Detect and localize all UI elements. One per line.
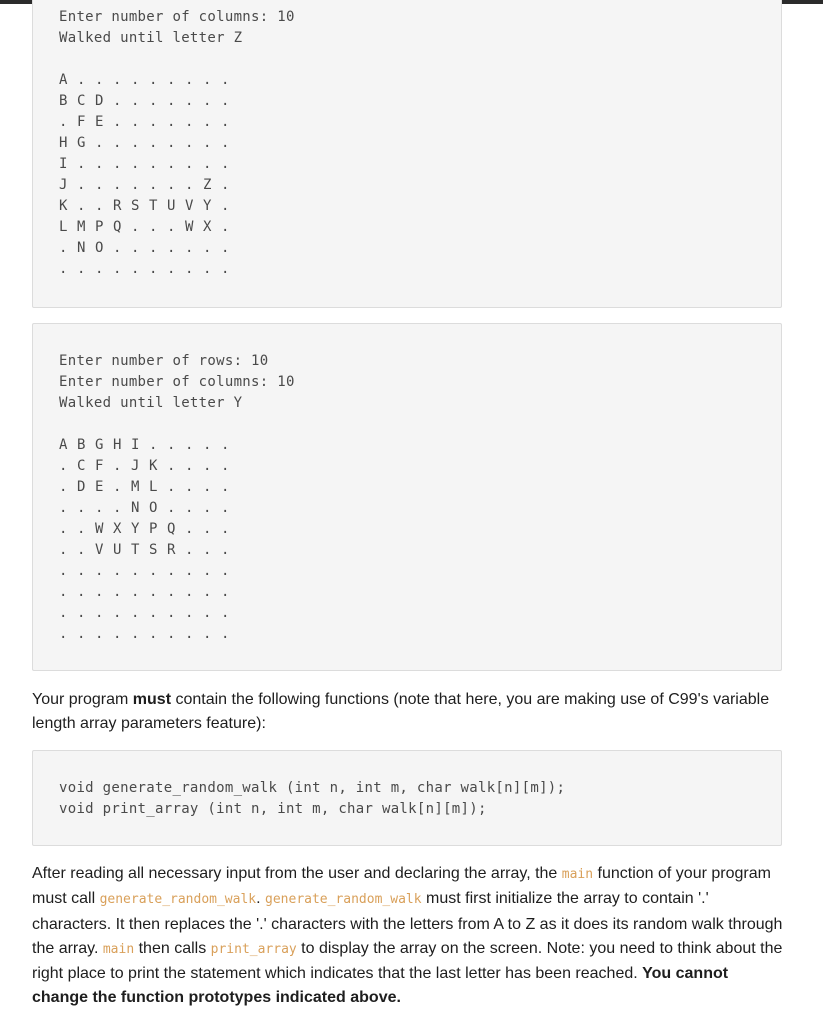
grid-row [59, 477, 239, 498]
grid-cell: . [167, 563, 176, 579]
grid-cell: . [185, 93, 194, 109]
grid-cell: . [95, 584, 104, 600]
grid-cell: . [185, 521, 194, 537]
grid-cell: . [221, 584, 230, 600]
grid-cell: . [185, 156, 194, 172]
grid-cell: K [59, 198, 68, 214]
grid-cell: R [113, 198, 122, 214]
grid-row [59, 259, 239, 280]
grid-cell: . [149, 177, 158, 193]
grid-cell: . [95, 261, 104, 277]
grid-cell: . [95, 177, 104, 193]
grid-cell: C [77, 93, 86, 109]
grid-cell: . [149, 219, 158, 235]
grid-cell: N [131, 500, 140, 516]
grid-cell: . [77, 198, 86, 214]
grid-cell: V [185, 198, 194, 214]
grid-row [59, 624, 239, 645]
grid-cell: . [131, 177, 140, 193]
grid-cell: S [131, 198, 140, 214]
inline-code-print-array: print_array [210, 941, 297, 957]
grid-cell: . [59, 261, 68, 277]
grid-cell: . [149, 563, 158, 579]
grid-cell: . [203, 584, 212, 600]
grid-cell: L [149, 479, 158, 495]
grid-cell: X [113, 521, 122, 537]
intro-text: Your program [32, 691, 133, 708]
grid-cell: M [131, 479, 140, 495]
grid-cell: . [59, 542, 68, 558]
grid-cell: . [77, 521, 86, 537]
grid-cell: . [113, 93, 122, 109]
grid-cell: . [131, 240, 140, 256]
grid-cell: B [59, 93, 68, 109]
grid-cell: A [59, 437, 68, 453]
grid-cell: . [131, 563, 140, 579]
grid-cell: . [221, 458, 230, 474]
grid-cell: . [59, 563, 68, 579]
grid-cell: . [149, 240, 158, 256]
inline-code-generate-random-walk: generate_random_walk [99, 892, 257, 908]
grid-cell: . [203, 437, 212, 453]
grid-row [59, 238, 239, 259]
grid-cell: P [149, 521, 158, 537]
grid-cell: . [113, 563, 122, 579]
grid-cell: . [95, 72, 104, 88]
grid-cell: . [131, 93, 140, 109]
grid-cell: . [131, 605, 140, 621]
grid-cell: . [221, 437, 230, 453]
inline-code-main: main [561, 867, 594, 882]
desc-bold-warning: You cannot change the function prototypes indicated above. [32, 965, 729, 1007]
grid-cell: W [185, 219, 194, 235]
grid-cell: . [131, 584, 140, 600]
grid-cell: I [59, 156, 68, 172]
grid-cell: . [59, 605, 68, 621]
grid-cell: . [221, 240, 230, 256]
grid-cell: Q [113, 219, 122, 235]
grid-cell: . [167, 93, 176, 109]
grid-cell: . [221, 219, 230, 235]
grid-cell: . [221, 135, 230, 151]
grid-cell: . [113, 500, 122, 516]
grid-cell: T [149, 198, 158, 214]
grid-cell: . [203, 135, 212, 151]
grid-cell: . [185, 479, 194, 495]
grid-cell: . [203, 521, 212, 537]
grid-cell: . [95, 156, 104, 172]
grid-cell: . [167, 626, 176, 642]
grid-cell: . [149, 156, 158, 172]
desc-text: then calls [134, 939, 211, 957]
grid-cell: . [185, 135, 194, 151]
desc-text: . [256, 890, 266, 908]
grid-cell: . [149, 114, 158, 130]
output-example-2 [32, 323, 782, 671]
grid-cell: O [95, 240, 104, 256]
grid-cell: . [203, 114, 212, 130]
grid-cell: . [203, 479, 212, 495]
grid-cell: . [167, 135, 176, 151]
grid-cell: . [77, 584, 86, 600]
output-header-line: Enter number of columns: 10 [59, 9, 295, 25]
grid-cell: . [185, 584, 194, 600]
grid-cell: . [203, 605, 212, 621]
grid-cell: . [113, 240, 122, 256]
grid-cell: . [95, 198, 104, 214]
grid-cell: . [113, 114, 122, 130]
grid-cell: . [131, 114, 140, 130]
grid-cell: . [149, 261, 158, 277]
grid-cell: M [77, 219, 86, 235]
grid-cell: R [167, 542, 176, 558]
grid-cell: . [77, 563, 86, 579]
intro-text: contain the following functions (note that here, you are making use of C99's variable length array parameters feature): [32, 691, 770, 733]
grid-cell: . [59, 584, 68, 600]
grid-row [59, 456, 239, 477]
grid-row [59, 154, 239, 175]
grid-cell: . [59, 240, 68, 256]
grid-cell: . [185, 261, 194, 277]
output-example-1 [32, 0, 782, 308]
grid-cell: . [185, 177, 194, 193]
grid-cell: . [221, 542, 230, 558]
desc-text: must first initialize the array to contain '.' characters. It then replaces the '.' characters with the letters from A to Z as it does its random walk through the array. [32, 890, 783, 957]
grid-cell: . [113, 479, 122, 495]
grid-cell: T [131, 542, 140, 558]
grid-cell: . [149, 605, 158, 621]
desc-text: function of your program must call [32, 865, 771, 908]
grid-cell: . [167, 261, 176, 277]
grid-cell: . [221, 93, 230, 109]
grid-cell: . [131, 219, 140, 235]
grid-cell: . [131, 156, 140, 172]
grid-cell: . [113, 261, 122, 277]
grid-cell: . [167, 72, 176, 88]
grid-cell: . [221, 500, 230, 516]
grid-row [59, 175, 239, 196]
grid-cell: B [77, 437, 86, 453]
grid-cell: A [59, 72, 68, 88]
grid-cell: . [95, 605, 104, 621]
grid-cell: . [131, 135, 140, 151]
grid-cell: V [95, 542, 104, 558]
grid-cell: . [221, 261, 230, 277]
grid-cell: . [131, 72, 140, 88]
grid-cell: . [77, 605, 86, 621]
grid-cell: . [221, 114, 230, 130]
grid-cell: . [203, 261, 212, 277]
grid-row [59, 217, 239, 238]
grid-cell: . [203, 93, 212, 109]
grid-cell: . [185, 563, 194, 579]
grid-cell: P [95, 219, 104, 235]
grid-cell: . [167, 240, 176, 256]
grid-cell: K [149, 458, 158, 474]
grid-cell: S [149, 542, 158, 558]
grid-cell: . [185, 240, 194, 256]
prototype-line: void generate_random_walk (int n, int m, char walk[n][m]); [59, 780, 566, 796]
grid-cell: . [167, 219, 176, 235]
grid-cell: . [95, 626, 104, 642]
grid-cell: . [131, 261, 140, 277]
grid-cell: . [77, 542, 86, 558]
grid-cell: . [185, 114, 194, 130]
grid-cell: . [77, 500, 86, 516]
desc-text: After reading all necessary input from the user and declaring the array, the [32, 865, 562, 882]
grid-cell: . [185, 72, 194, 88]
grid-cell: . [149, 72, 158, 88]
description-paragraph [32, 862, 784, 1011]
grid-row [59, 435, 239, 456]
grid-cell: . [185, 542, 194, 558]
grid-cell: . [113, 584, 122, 600]
grid-row [59, 561, 239, 582]
grid-cell: E [95, 479, 104, 495]
grid-row [59, 540, 239, 561]
grid-cell: . [113, 177, 122, 193]
grid-cell: . [185, 626, 194, 642]
grid-cell: . [203, 458, 212, 474]
grid-cell: . [167, 458, 176, 474]
grid-row [59, 582, 239, 603]
prototype-line: void print_array (int n, int m, char walk[n][m]); [59, 801, 487, 817]
grid-row [59, 70, 239, 91]
grid-cell: F [95, 458, 104, 474]
grid-cell: U [167, 198, 176, 214]
desc-text: to display the array on the screen. Note: you need to think about the right place to print the statement which indicates that the last letter has been reached. [32, 939, 783, 983]
grid-cell: E [95, 114, 104, 130]
grid-cell: . [59, 458, 68, 474]
grid-cell: Y [131, 521, 140, 537]
grid-cell: X [203, 219, 212, 235]
grid-cell: . [203, 626, 212, 642]
grid-row [59, 91, 239, 112]
grid-cell: F [77, 114, 86, 130]
grid-cell: . [203, 563, 212, 579]
intro-paragraph [32, 688, 784, 737]
grid-cell: . [77, 72, 86, 88]
grid-cell: C [77, 458, 86, 474]
grid-cell: . [113, 72, 122, 88]
grid-cell: . [59, 114, 68, 130]
inline-code-generate-random-walk: generate_random_walk [265, 892, 422, 908]
grid-row [59, 196, 239, 217]
grid-cell: . [59, 626, 68, 642]
grid-cell: . [221, 198, 230, 214]
grid-cell: J [131, 458, 140, 474]
grid-cell: Y [203, 198, 212, 214]
grid-cell: U [113, 542, 122, 558]
function-prototypes [32, 750, 782, 846]
grid-cell: . [185, 437, 194, 453]
grid-cell: . [149, 135, 158, 151]
grid-row [59, 498, 239, 519]
grid-cell: . [59, 521, 68, 537]
grid-row [59, 112, 239, 133]
grid-cell: . [185, 605, 194, 621]
grid-cell: . [77, 626, 86, 642]
grid-cell: . [131, 626, 140, 642]
grid-cell: G [95, 437, 104, 453]
grid-cell: N [77, 240, 86, 256]
grid-cell: . [167, 605, 176, 621]
grid-cell: . [221, 479, 230, 495]
grid-cell: . [185, 458, 194, 474]
grid-cell: . [149, 437, 158, 453]
grid-cell: . [167, 156, 176, 172]
grid-cell: . [113, 458, 122, 474]
grid-cell: D [95, 93, 104, 109]
grid-cell: . [203, 240, 212, 256]
grid-cell: . [167, 584, 176, 600]
grid-cell: . [221, 156, 230, 172]
grid-row [59, 603, 239, 624]
walk-grid-1 [59, 70, 239, 280]
grid-cell: . [113, 605, 122, 621]
grid-cell: W [95, 521, 104, 537]
grid-cell: . [149, 93, 158, 109]
grid-cell: . [77, 156, 86, 172]
grid-cell: . [221, 521, 230, 537]
grid-cell: . [221, 626, 230, 642]
output-header-line: Walked until letter Z [59, 30, 243, 46]
grid-row [59, 519, 239, 540]
grid-cell: . [167, 177, 176, 193]
grid-cell: J [59, 177, 68, 193]
grid-cell: . [221, 563, 230, 579]
grid-cell: . [113, 626, 122, 642]
grid-cell: O [149, 500, 158, 516]
grid-cell: . [167, 500, 176, 516]
grid-cell: . [167, 437, 176, 453]
grid-cell: Q [167, 521, 176, 537]
grid-cell: L [59, 219, 68, 235]
output-header-line: Enter number of rows: 10 [59, 353, 269, 369]
grid-cell: Z [203, 177, 212, 193]
grid-row [59, 133, 239, 154]
grid-cell: . [113, 156, 122, 172]
grid-cell: . [59, 500, 68, 516]
grid-cell: I [131, 437, 140, 453]
grid-cell: . [203, 542, 212, 558]
grid-cell: . [113, 135, 122, 151]
grid-cell: . [185, 500, 194, 516]
grid-cell: H [59, 135, 68, 151]
grid-cell: . [77, 177, 86, 193]
grid-cell: . [221, 605, 230, 621]
grid-cell: . [221, 72, 230, 88]
grid-cell: . [167, 479, 176, 495]
grid-cell: . [95, 500, 104, 516]
grid-cell: . [221, 177, 230, 193]
grid-cell: . [59, 479, 68, 495]
intro-bold: must [132, 691, 172, 708]
inline-code-main: main [102, 941, 135, 957]
grid-cell: . [149, 626, 158, 642]
output-header-line: Enter number of columns: 10 [59, 374, 295, 390]
grid-cell: G [77, 135, 86, 151]
grid-cell: . [203, 500, 212, 516]
grid-cell: . [203, 72, 212, 88]
grid-cell: . [95, 563, 104, 579]
walk-grid-2 [59, 435, 239, 645]
grid-cell: D [77, 479, 86, 495]
grid-cell: . [95, 135, 104, 151]
grid-cell: . [203, 156, 212, 172]
grid-cell: H [113, 437, 122, 453]
grid-cell: . [77, 261, 86, 277]
output-header-line: Walked until letter Y [59, 395, 243, 411]
grid-cell: . [167, 114, 176, 130]
grid-cell: . [149, 584, 158, 600]
